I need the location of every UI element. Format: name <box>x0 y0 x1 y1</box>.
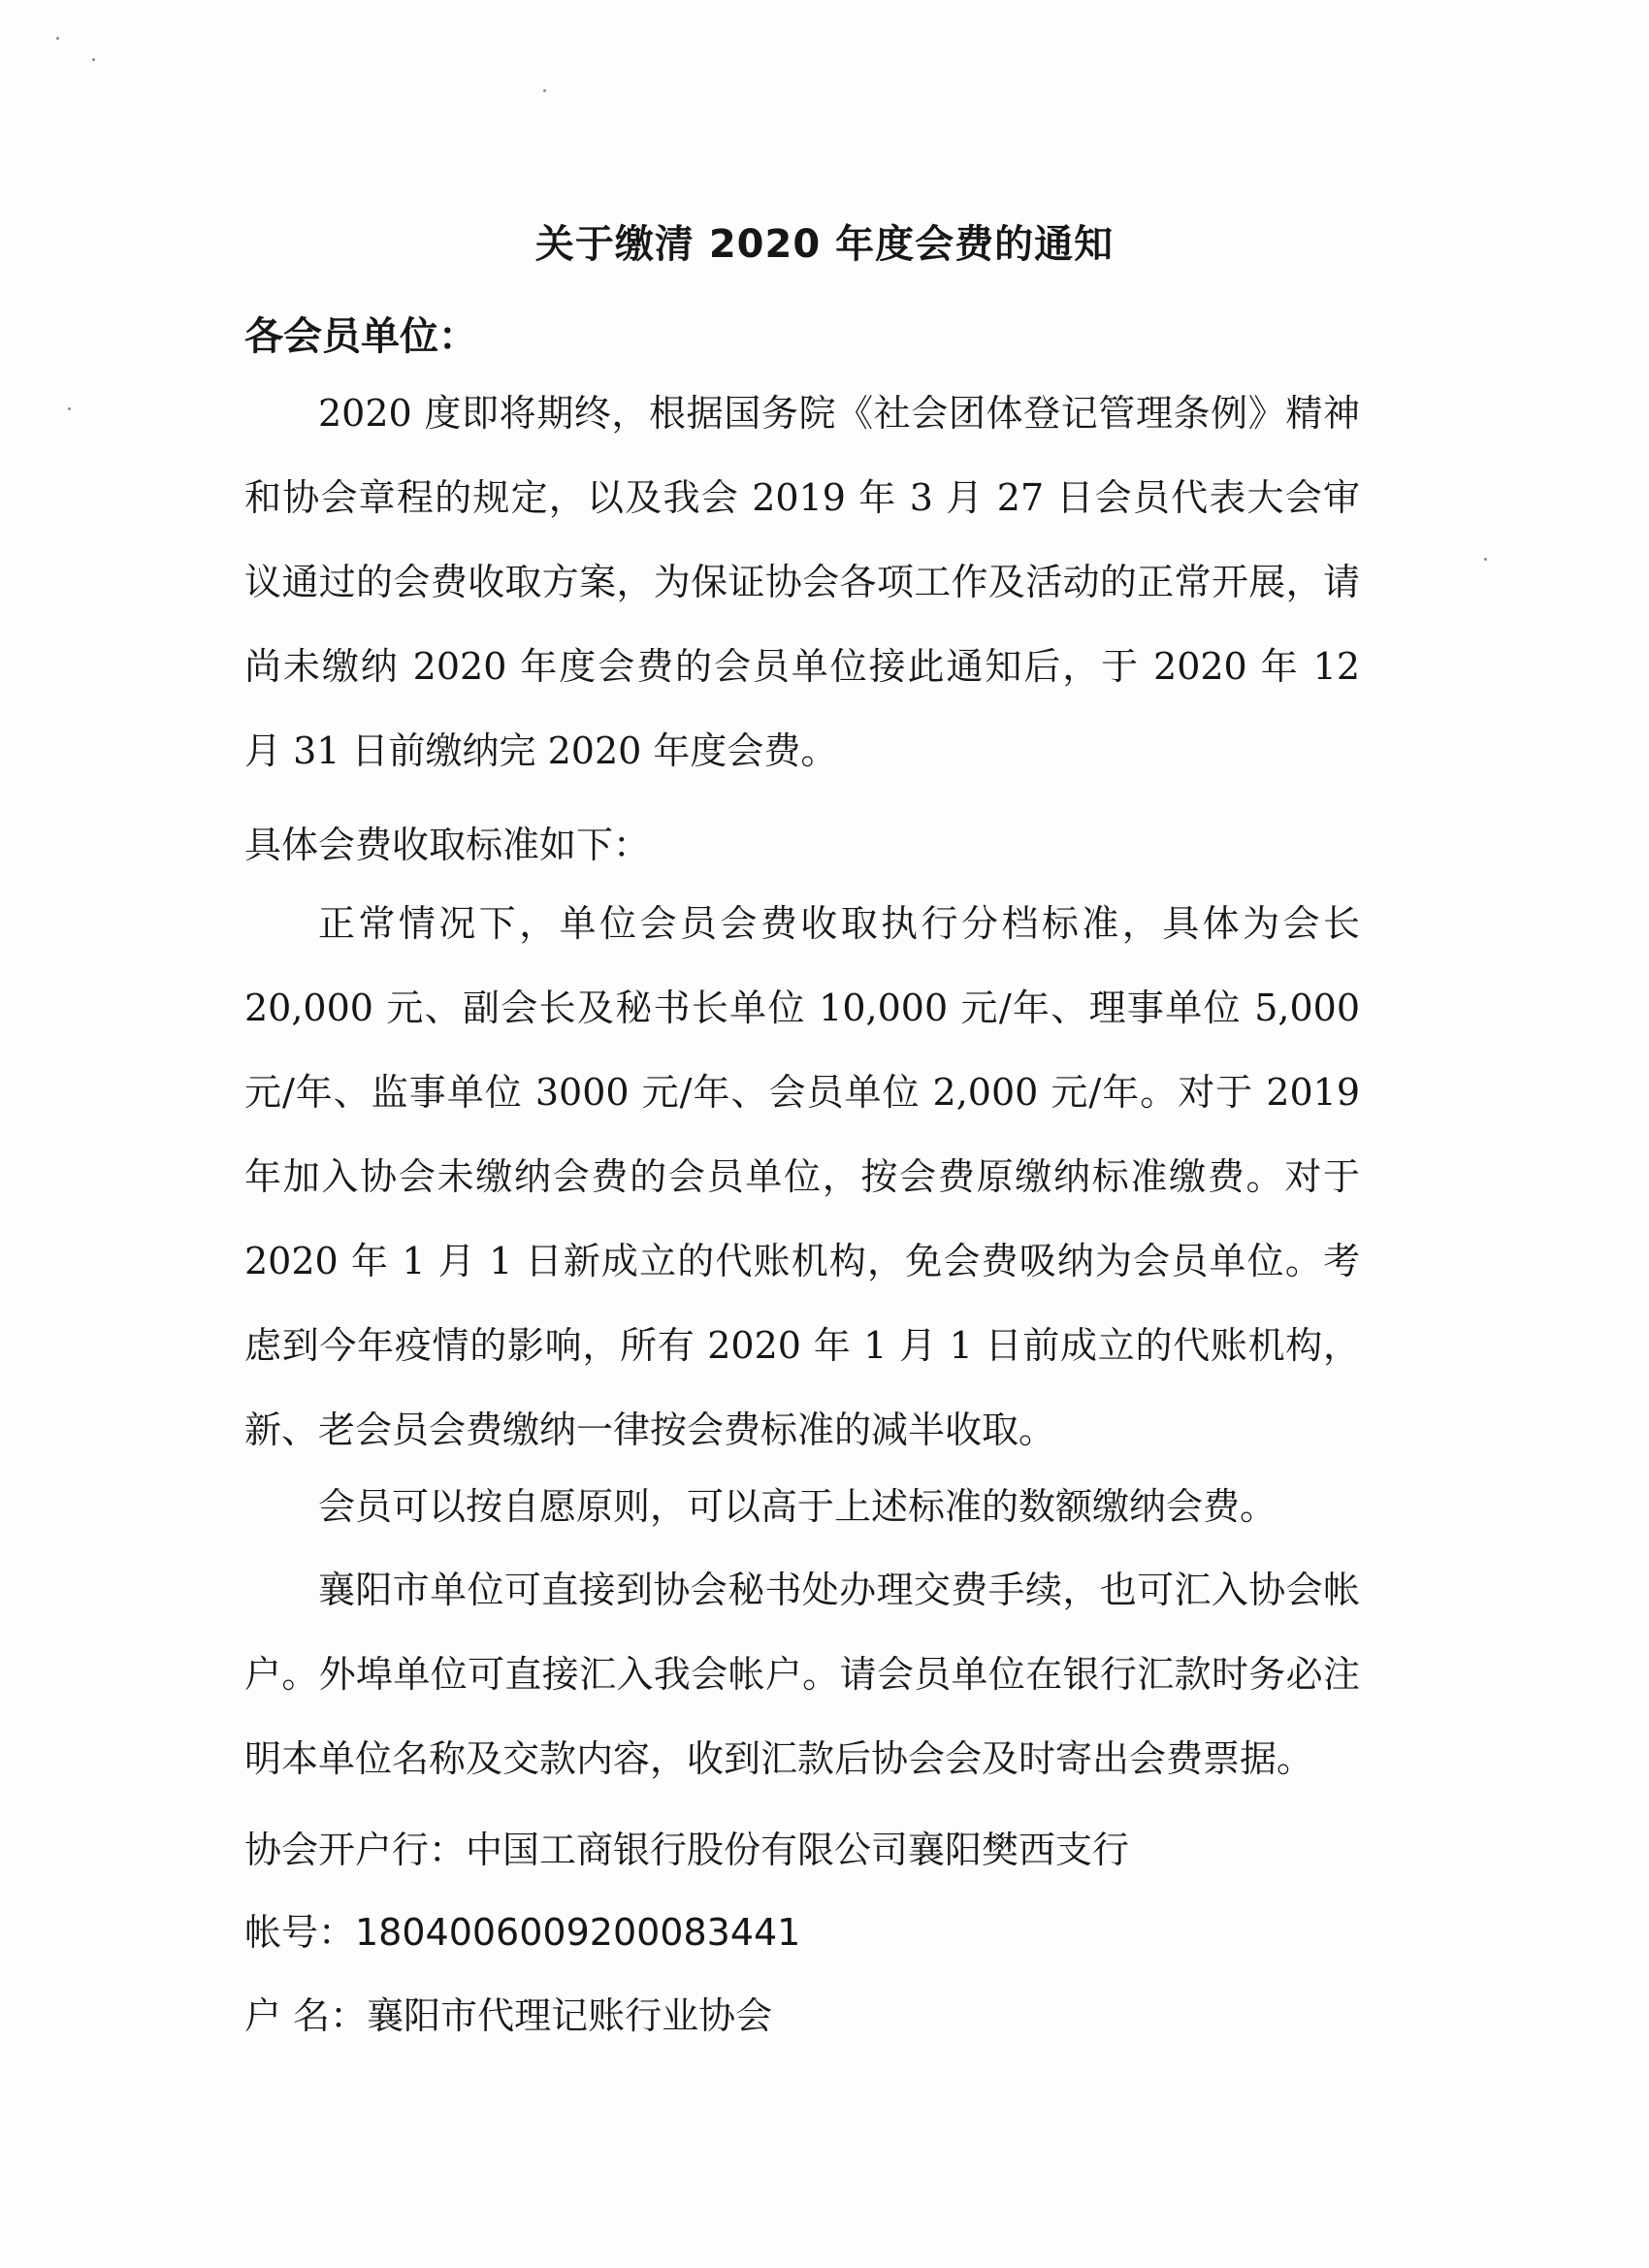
account-number-line: 帐号：1804006009200083441 <box>244 1911 801 1954</box>
notice-title: 关于缴清 2020 年度会费的通知 <box>534 222 1115 267</box>
paragraph-deadline: 2020 度即将期终，根据国务院《社会团体登记管理条例》精神和协会章程的规定，以及我会 2019 年 3 月 27 日会员代表大会审议通过的会费收取方案，为保证协会各项工作及活动的正常开展，请尚未缴纳 2020 年度会费的会员单位接此通知后，于 2020 年 12 月 31 日前缴纳完 2020 年度会费。 <box>244 392 1360 772</box>
scan-speck <box>56 37 59 40</box>
scan-speck <box>92 58 95 61</box>
paragraph-voluntary: 会员可以按自愿原则，可以高于上述标准的数额缴纳会费。 <box>318 1485 1277 1528</box>
paragraph-payment-method: 襄阳市单位可直接到协会秘书处办理交费手续，也可汇入协会帐户。外埠单位可直接汇入我会帐户。请会员单位在银行汇款时务必注明本单位名称及交款内容，收到汇款后协会会及时寄出会费票据。 <box>244 1569 1360 1780</box>
scan-speck <box>543 89 546 92</box>
paragraph-fee-standard: 正常情况下，单位会员会费收取执行分档标准，具体为会长 20,000 元、副会长及秘书长单位 10,000 元/年、理事单位 5,000 元/年、监事单位 3000 元/年、会员单位 2,000 元/年。对于 2019 年加入协会未缴纳会费的会员单位，按会费原缴纳标准缴费。对于 2020 年 1 月 1 日新成立的代账机构，免会费吸纳为会员单位。考虑到今年疫情的影响，所有 2020 年 1 月 1 日前成立的代账机构，新、老会员会费缴纳一律按会费标准的减半收取。 <box>244 902 1360 1451</box>
standard-heading: 具体会费收取标准如下： <box>244 824 651 866</box>
scan-speck <box>1484 558 1487 561</box>
bank-line: 协会开户行：中国工商银行股份有限公司襄阳樊西支行 <box>244 1829 1130 1871</box>
salutation: 各会员单位： <box>244 314 477 359</box>
account-name-line: 户 名：襄阳市代理记账行业协会 <box>244 1994 773 2037</box>
scan-speck <box>68 407 71 410</box>
